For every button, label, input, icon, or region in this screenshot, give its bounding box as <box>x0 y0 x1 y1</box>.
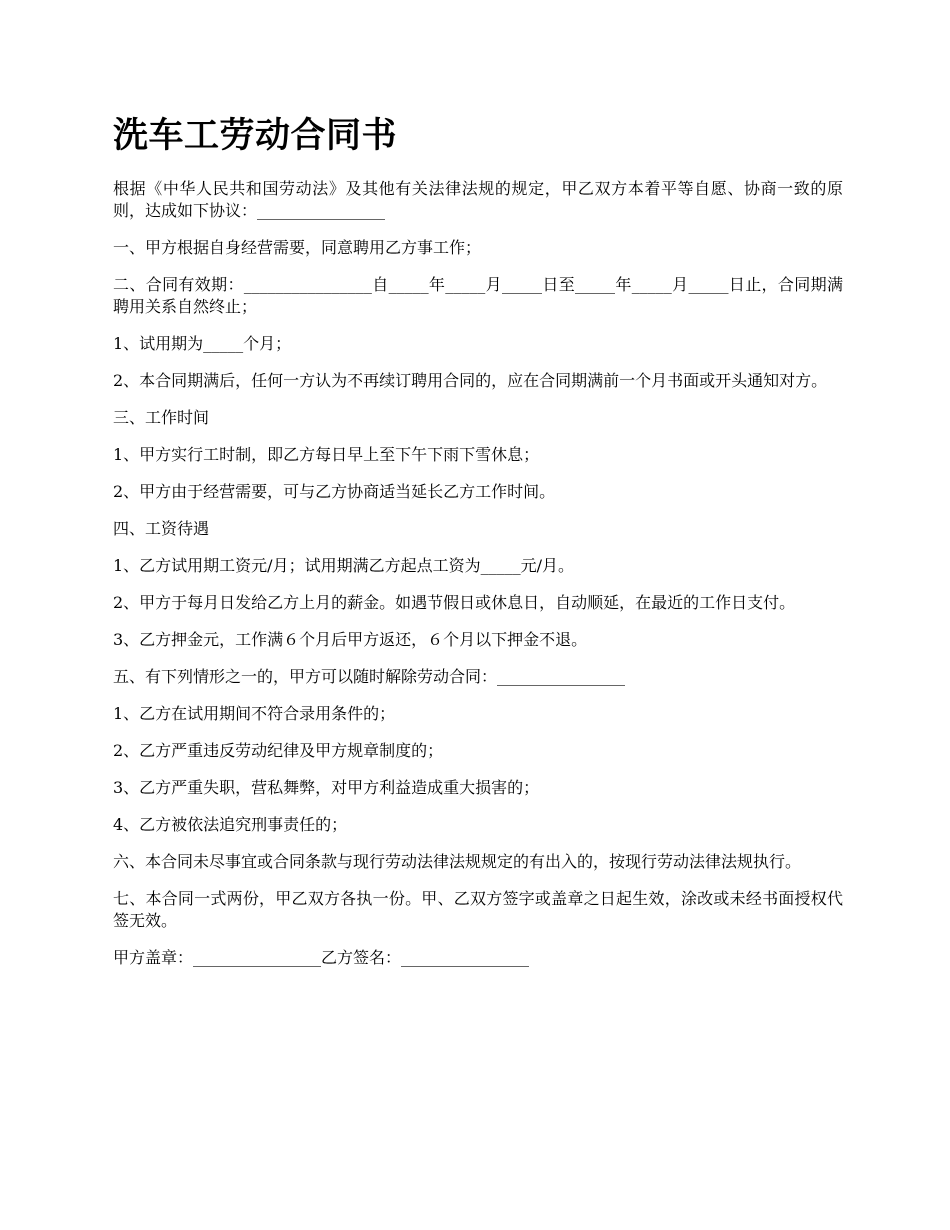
signature-line: 甲方盖章：________________乙方签名：________________ <box>113 948 530 967</box>
paragraph-wages-2: 2、甲方于每月日发给乙方上月的薪金。如遇节假日或休息日，自动顺延，在最近的工作日支付。 <box>113 593 796 612</box>
document-page <box>113 112 843 984</box>
paragraph-wages-1: 1、乙方试用期工资元/月；试用期满乙方起点工资为_____元/月。 <box>113 556 574 575</box>
paragraph-clause-2-term: 二、合同有效期：________________自_____年_____月_____日至_____年_____月_____日止，合同期满聘用关系自然终止； <box>113 275 843 316</box>
paragraph-work-hours-1: 1、甲方实行工时制，即乙方每日早上至下午下雨下雪休息； <box>113 445 540 464</box>
paragraph-termination-1: 1、乙方在试用期间不符合录用条件的； <box>113 704 396 723</box>
paragraph-preamble: 根据《中华人民共和国劳动法》及其他有关法律法规的规定，甲乙双方本着平等自愿、协商一致的原则，达成如下协议：________________ <box>113 179 843 220</box>
paragraph-section-7: 七、本合同一式两份，甲乙双方各执一份。甲、乙双方签字或盖章之日起生效，涂改或未经书面授权代签无效。 <box>113 889 843 930</box>
document-title: 洗车工劳动合同书 <box>113 115 398 156</box>
document-body <box>113 178 843 969</box>
paragraph-section-wages: 四、工资待遇 <box>113 519 210 538</box>
paragraph-section-6: 六、本合同未尽事宜或合同条款与现行劳动法律法规规定的有出入的，按现行劳动法律法规执行。 <box>113 852 802 871</box>
paragraph-renewal: 2、本合同期满后，任何一方认为不再续订聘用合同的，应在合同期满前一个月书面或开头通知对方。 <box>113 371 828 390</box>
paragraph-work-hours-2: 2、甲方由于经营需要，可与乙方协商适当延长乙方工作时间。 <box>113 482 556 501</box>
paragraph-termination-4: 4、乙方被依法追究刑事责任的； <box>113 815 348 834</box>
paragraph-termination-3: 3、乙方严重失职，营私舞弊，对甲方利益造成重大损害的； <box>113 778 540 797</box>
paragraph-clause-1: 一、甲方根据自身经营需要，同意聘用乙方事工作； <box>113 238 482 257</box>
paragraph-section-work-hours: 三、工作时间 <box>113 408 210 427</box>
paragraph-wages-3: 3、乙方押金元，工作满６个月后甲方返还，６个月以下押金不退。 <box>113 630 588 649</box>
paragraph-section-termination: 五、有下列情形之一的，甲方可以随时解除劳动合同：________________ <box>113 667 626 686</box>
paragraph-probation: 1、试用期为_____个月； <box>113 334 292 353</box>
paragraph-termination-2: 2、乙方严重违反劳动纪律及甲方规章制度的； <box>113 741 444 760</box>
